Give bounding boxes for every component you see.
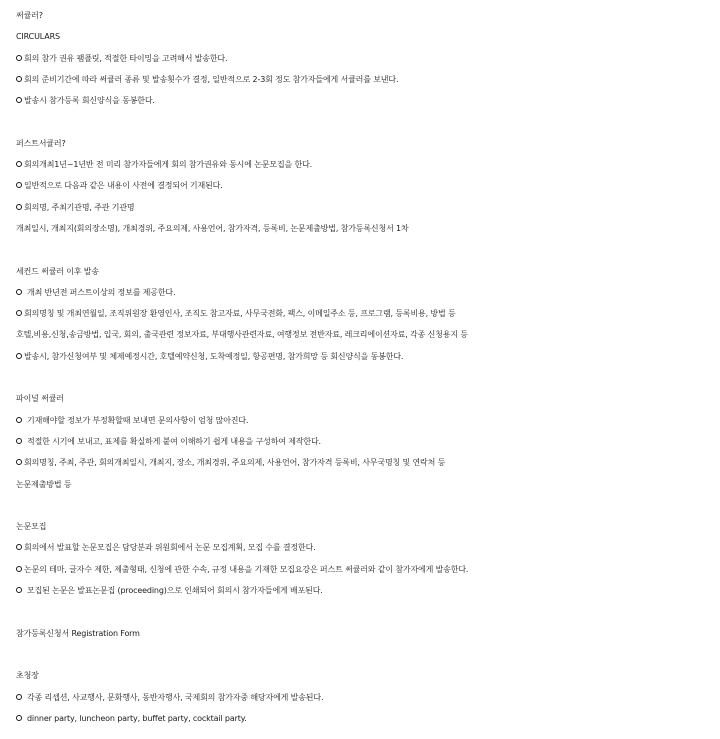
list-item: 회의 참가 권유 팸플릿, 적절한 타이밍을 고려해서 발송한다. <box>16 48 720 69</box>
circle-bullet-icon <box>16 544 22 550</box>
list-item: 회의명칭, 주최, 주관, 회의개최일시, 개최지, 장소, 개최경위, 주요의제, 사용언어, 참가자격 등록비, 사무국명칭 및 연락처 등 <box>16 452 720 473</box>
list-item-continuation: 논문제출방법 등 <box>16 479 72 489</box>
section-title-first-circular: 퍼스트서큘러? <box>16 138 66 148</box>
section-title-final-circular: 파이널 써큘러 <box>16 394 64 404</box>
spacer <box>16 495 720 516</box>
list-item: 회의명, 주최기관명, 주관 기관명 <box>16 197 720 218</box>
list-item: 발송시 참가등록 회신양식을 동봉한다. <box>16 90 720 111</box>
list-item-continuation: 호텔,비용,신청,송금방법, 입국, 회의, 출국관련 정보자료, 부대행사관련자료, 여행정보 전반자료, 레크리에이션자료, 각종 신청용지 등 <box>16 330 468 340</box>
list-item: 논문의 테마, 글자수 제한, 제출형태, 신청에 관한 수속, 규정 내용을 기재한 모집요강은 퍼스트 써큘러와 같이 참가자에게 발송한다. <box>16 559 720 580</box>
circle-bullet-icon <box>16 353 22 359</box>
section-subtitle-circulars: CIRCULARS <box>16 32 60 42</box>
section-title-second-circular: 세컨드 써큘러 이후 발송 <box>16 266 99 276</box>
list-item: 회의에서 발표할 논문모집은 담당분과 위원회에서 논문 모집계획, 모집 수를 결정한다. <box>16 537 720 558</box>
circle-bullet-icon <box>16 417 22 423</box>
circle-bullet-icon <box>16 97 22 103</box>
spacer <box>16 601 720 622</box>
circle-bullet-icon <box>16 55 22 61</box>
section-title-registration: 참가등록신청서 Registration Form <box>16 628 140 638</box>
spacer <box>16 239 720 260</box>
circle-bullet-icon <box>16 587 22 593</box>
list-item: 발송시, 참가신청여부 및 체제예정시간, 호텔예약신청, 도착예정일, 항공편명, 참가희망 등 회신양식을 동봉한다. <box>16 346 720 367</box>
list-item: 일반적으로 다음과 같은 내용이 사전에 결정되어 기재된다. <box>16 175 720 196</box>
spacer <box>16 644 720 665</box>
circle-bullet-icon <box>16 566 22 572</box>
circle-bullet-icon <box>16 76 22 82</box>
list-item-continuation: 개최일시, 개최지(회의장소명), 개최경위, 주요의제, 사용언어, 참가자격, 등록비, 논문제출방법, 참가등록신청서 1차 <box>16 223 409 233</box>
circle-bullet-icon <box>16 438 22 444</box>
list-item: 회의 준비기간에 따라 써큘러 종류 및 발송횟수가 결정, 일반적으로 2-3회 정도 참가자들에게 서큘러를 보낸다. <box>16 69 720 90</box>
circle-bullet-icon <box>16 289 22 295</box>
spacer <box>16 367 720 388</box>
list-item: 모집된 논문은 발표논문집 (proceeding)으로 인쇄되어 회의시 참가자들에게 배포된다. <box>16 580 720 601</box>
list-item: dinner party, luncheon party, buffet party, cocktail party. <box>16 708 720 729</box>
circle-bullet-icon <box>16 310 22 316</box>
circle-bullet-icon <box>16 204 22 210</box>
circle-bullet-icon <box>16 459 22 465</box>
list-item: 개최 반년전 퍼스트이상의 정보를 제공한다. <box>16 282 720 303</box>
circle-bullet-icon <box>16 715 22 721</box>
section-title-paper-call: 논문모집 <box>16 522 47 532</box>
spacer <box>16 111 720 132</box>
list-item: 회의명칭 및 개최연월일, 조직위원장 환영인사, 조직도 참고자료, 사무국전화, 팩스, 이메일주소 등, 프로그램, 등록비용, 방법 등 <box>16 303 720 324</box>
list-item: 기재해야할 정보가 부정확할때 보내면 문의사항이 엄청 많아진다. <box>16 410 720 431</box>
circle-bullet-icon <box>16 182 22 188</box>
list-item: 적절한 시기에 보내고, 표제를 확실하게 붙여 이해하기 쉽게 내용을 구성하여 제작한다. <box>16 431 720 452</box>
circle-bullet-icon <box>16 694 22 700</box>
list-item: 각종 리셉션, 사교행사, 문화행사, 동반자행사, 국제회의 참가자중 해당자에게 발송된다. <box>16 687 720 708</box>
circle-bullet-icon <box>16 161 22 167</box>
list-item: 회의개최1년~1년반 전 미리 참가자들에게 회의 참가권유와 동시에 논문모집을 한다. <box>16 154 720 175</box>
section-title-circulars: 써큘러? <box>16 11 43 20</box>
section-title-invitation: 초청장 <box>16 671 39 681</box>
